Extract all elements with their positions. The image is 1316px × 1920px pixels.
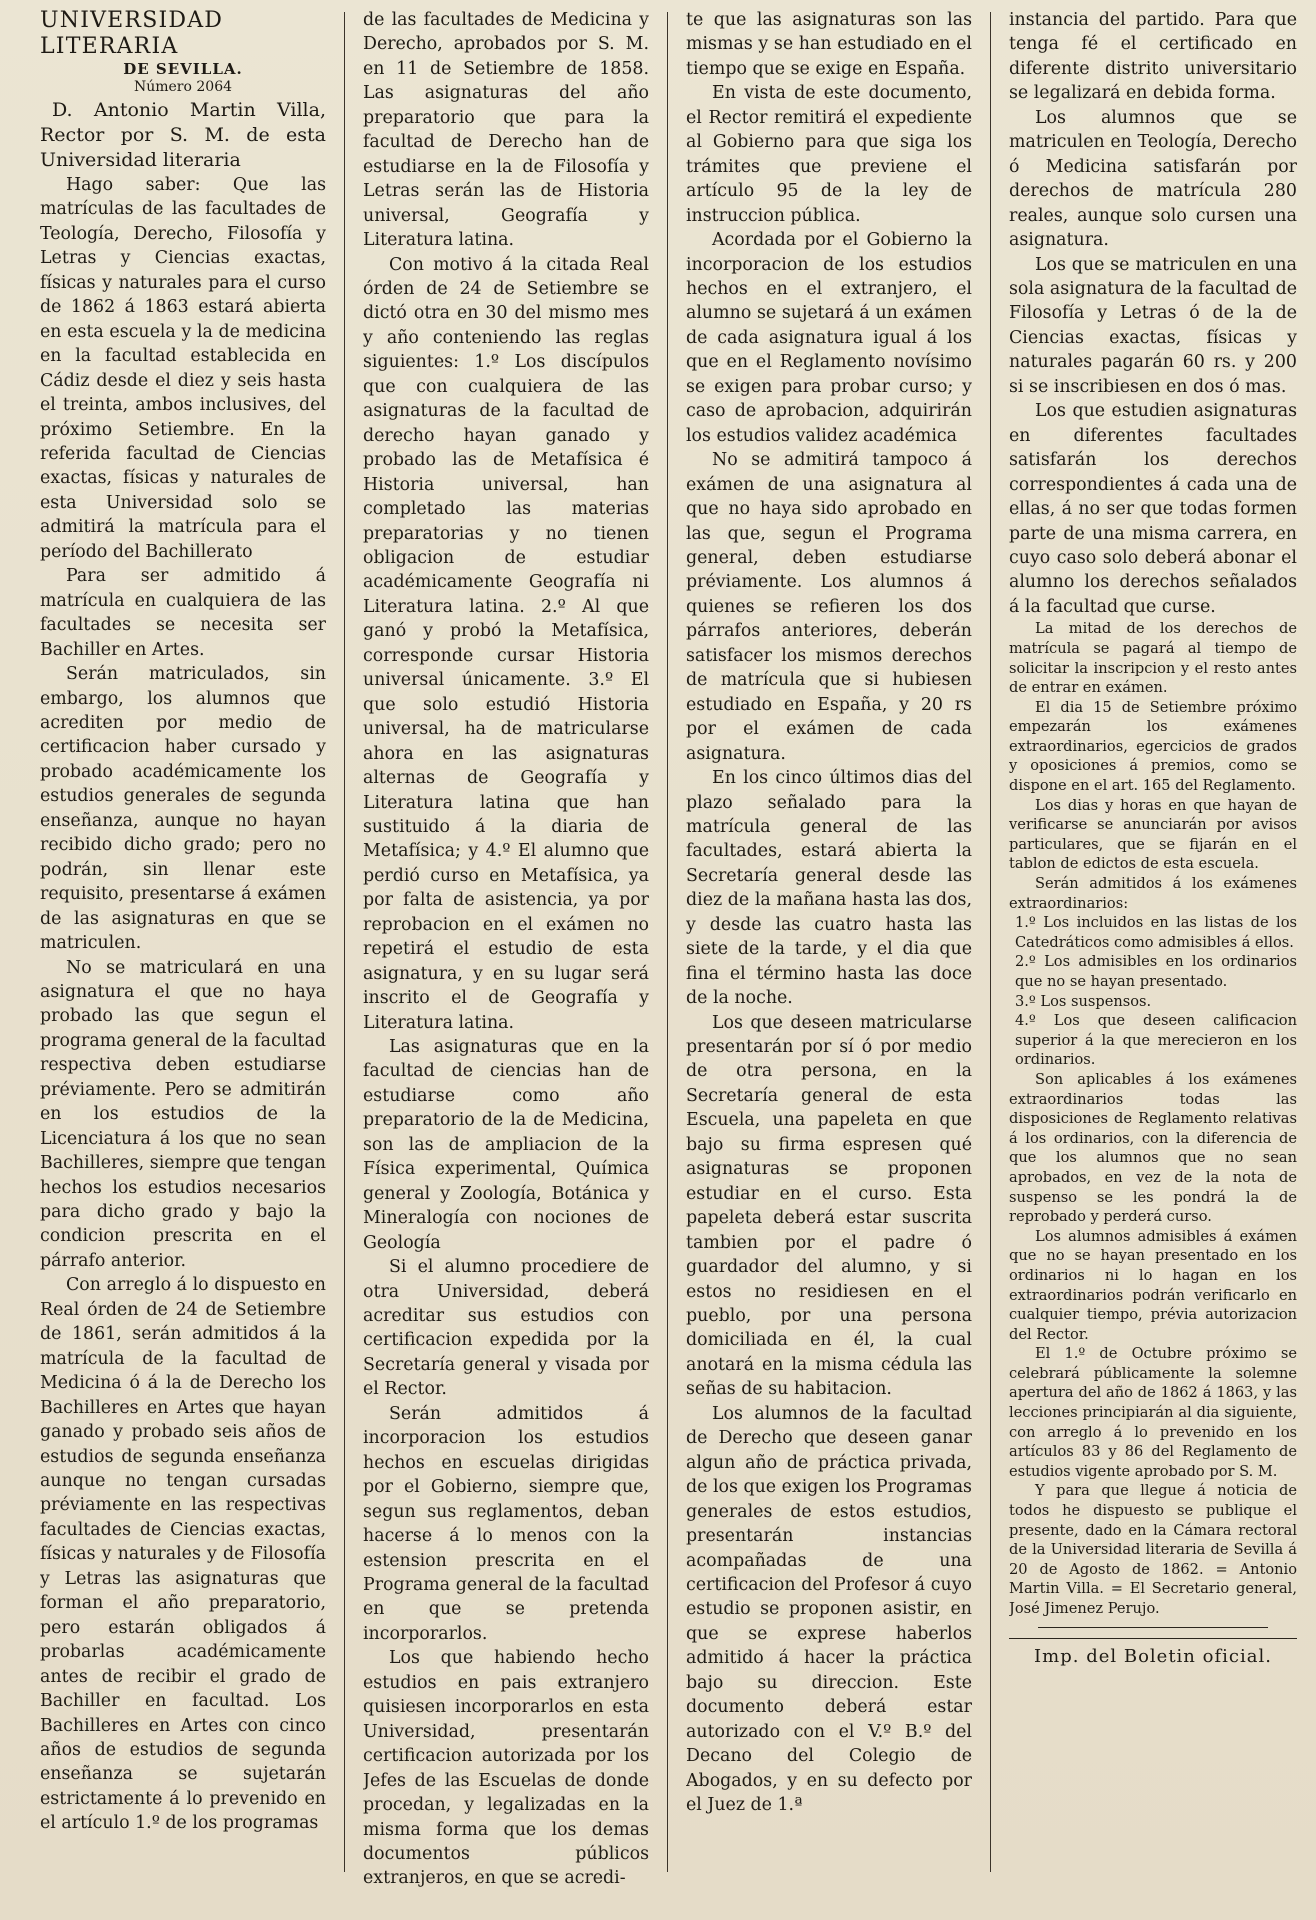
column-2 <box>363 8 649 1908</box>
list-item: 4.º Los que deseen calificacion superior á la que merecieron en los ordinarios. <box>1015 1012 1297 1069</box>
divider-line <box>1038 1627 1268 1628</box>
paragraph: Los que estudien asignaturas en diferentes facultades satisfarán los derechos correspondientes á cada una de ellas, á no ser que todas formen parte de una misma carrera, en cuyo caso solo deberá abonar el alumno los derechos señalados á la facultad que curse. <box>1009 401 1297 617</box>
paragraph: Los dias y horas en que hayan de verificarse se anunciarán por avisos particulares, que se fijarán en el tablon de edictos de esta escuela. <box>1009 796 1297 873</box>
paragraph: Las asignaturas que en la facultad de ciencias han de estudiarse como año preparatorio de la de Medicina, son las de ampliacion de la Física experimental, Química general y Zoología, Botánica y Mineralogía con nociones de Geología <box>363 1037 649 1253</box>
column-divider <box>990 12 991 1872</box>
paragraph: Los alumnos admisibles á exámen que no se hayan presentado en los ordinarios ni lo hagan en los extraordinarios podrán verificarlo en cualquier tiempo, prévia autorizacion del Rector. <box>1009 1227 1297 1343</box>
paragraph: Los que se matriculen en una sola asignatura de la facultad de Filosofía y Letras ó de la de Ciencias exactas, físicas y naturales pagarán 60 rs. y 200 si se inscribiesen en dos ó mas. <box>1009 254 1297 397</box>
university-heading: UNIVERSIDAD LITERARIA <box>40 8 224 59</box>
closing-signature: Y para que llegue á noticia de todos he dispuesto se publique el presente, dado en la Cámara rectoral de la Universidad literaria de Sevilla á 20 de Agosto de 1862. = Antonio Martin Villa. = El Secretario general, José Jimenez Perujo. <box>1009 1482 1297 1618</box>
paragraph: El 1.º de Octubre próximo se celebrará públicamente la solemne apertura del año de 1862 á 1863, y las lecciones principiarán al dia siguiente, con arreglo á lo prevenido en los artículos 83 y 86 del Reglamento de estudios vigente aprobado por S. M. <box>1009 1345 1297 1480</box>
column-3 <box>686 8 972 1908</box>
rector-heading: D. Antonio Martin Villa, Rector por S. M. de esta Universidad literaria <box>40 99 326 171</box>
city-heading: DE SEVILLA. <box>123 60 243 78</box>
paragraph: Para ser admitido á matrícula en cualquiera de las facultades se necesita ser Bachiller en Artes. <box>40 566 326 660</box>
column-1 <box>40 8 326 1908</box>
paragraph: Los alumnos de la facultad de Derecho que deseen ganar algun año de práctica privada, de los que exigen los Programas generales de estos estudios, presentarán instancias acompañadas de una certificacion del Profesor á cuyo estudio se proponen asistir, en que se exprese haberlos admitido á hacer la práctica bajo su direccion. Este documento deberá estar autorizado con el V.º B.º del Decano del Colegio de Abogados, y en su defecto por el Juez de 1.ª <box>686 1403 972 1816</box>
paragraph: Con arreglo á lo dispuesto en Real órden de 24 de Setiembre de 1861, serán admitidos á la matrícula de la facultad de Medicina ó á la de Derecho los Bachilleres en Artes que hayan ganado y probado seis años de estudios de segunda enseñanza aunque no tengan cursadas préviamente en las respectivas facultades de Ciencias exactas, físicas y naturales y de Filosofía y Letras las asignaturas que forman el año preparatorio, pero estarán obligados á probarlas académicamente antes de recibir el grado de Bachiller en facultad. Los Bachilleres en Artes con cinco años de estudios de segunda enseñanza se sujetarán estrictamente á lo prevenido en el artículo 1.º de los programas <box>40 1275 326 1834</box>
paragraph: Hago saber: Que las matrículas de las facultades de Teología, Derecho, Filosofía y Letras y Ciencias exactas, físicas y naturales para el curso de 1862 á 1863 estará abierta en esta escuela y la de medicina en la facultad establecida en Cádiz desde el diez y seis hasta el treinta, ambos inclusives, del próximo Setiembre. En la referida facultad de Ciencias exactas, físicas y naturales de esta Universidad solo se admitirá la matrícula para el período del Bachillerato <box>40 175 326 562</box>
column-divider <box>344 12 345 1872</box>
paragraph: Serán admitidos á incorporacion los estudios hechos en escuelas dirigidas por el Gobierno, siempre que, segun sus reglamentos, deban hacerse á lo menos con la estension prescrita en el Programa general de la facultad en que se pretenda incorporarlos. <box>363 1403 649 1644</box>
paragraph: No se admitirá tampoco á exámen de una asignatura al que no haya sido aprobado en las que, segun el Programa general, deben estudiarse préviamente. Los alumnos á quienes se refieren los dos párrafos anteriores, deberán satisfacer los mismos derechos de matrícula que si hubiesen estudiado en España, y 20 rs por el exámen de cada asignatura. <box>686 450 972 764</box>
paragraph: Con motivo á la citada Real órden de 24 de Setiembre se dictó otra en 30 del mismo mes y año conteniendo las reglas siguientes: 1.º Los discípulos que con cualquiera de las asignaturas de la facultad de derecho hayan ganado y probado las de Metafísica é Historia universal, han completado las materias preparatorias y no tienen obligacion de estudiar académicamente Geografía ni Literatura latina. 2.º Al que ganó y probó la Metafísica, corresponde cursar Historia universal únicamente. 3.º El que solo estudió Historia universal, ha de matricularse ahora en las asignaturas alternas de Geografía y Literatura latina que han sustituido á la diaria de Metafísica; y 4.º El alumno que perdió curso en Metafísica, ya por falta de asistencia, ya por reprobacion en el exámen no repetirá el estudio de esta asignatura, y en su lugar será inscrito el de Geografía y Literatura latina. <box>363 254 649 1033</box>
paragraph: Son aplicables á los exámenes extraordinarios todas las disposiciones de Reglamento relativas á los ordinarios, con la diferencia de que los alumnos que no sean aprobados, en vez de la nota de suspenso se les pondrá la de reprobado y perderá curso. <box>1009 1070 1297 1226</box>
paragraph: instancia del partido. Para que tenga fé el certificado en diferente distrito universitario se legalizará en debida forma. <box>1009 10 1297 104</box>
paragraph: La mitad de los derechos de matrícula se pagará al tiempo de solicitar la inscripcion y el resto antes de entrar en exámen. <box>1009 620 1297 697</box>
list-item: 3.º Los suspensos. <box>1015 992 1152 1010</box>
list-item: 2.º Los admisibles en los ordinarios que no se hayan presentado. <box>1015 953 1297 991</box>
paragraph: Serán matriculados, sin embargo, los alumnos que acrediten por medio de certificacion haber cursado y probado académicamente los estudios generales de segunda enseñanza, aunque no hayan recibido dicho grado; pero no podrán, sin llenar este requisito, presentarse á exámen de las asignaturas en que se matriculen. <box>40 664 326 954</box>
paragraph: En vista de este documento, el Rector remitirá el expediente al Gobierno para que siga los trámites que previene el artículo 95 de la ley de instruccion pública. <box>686 83 972 226</box>
paragraph: te que las asignaturas son las mismas y se han estudiado en el tiempo que se exige en España. <box>686 10 972 79</box>
paragraph: Serán admitidos á los exámenes extraordinarios: <box>1009 875 1297 912</box>
paragraph: No se matriculará en una asignatura el que no haya probado las que segun el programa general de la facultad respectiva deben estudiarse préviamente. Pero se admitirán en los estudios de la Licenciatura á los que no sean Bachilleres, siempre que tengan hechos los estudios necesarios para dicho grado y bajo la condicion prescrita en el párrafo anterior. <box>40 957 326 1271</box>
column-4 <box>1009 8 1297 1908</box>
paragraph: Los que deseen matricularse presentarán por sí ó por medio de otra persona, en la Secretaría general de esta Escuela, una papeleta en que bajo su firma espresen qué asignaturas se proponen estudiar en el curso. Esta papeleta deberá estar suscrita tambien por el padre ó guardador del alumno, y si estos no residiesen en el pueblo, por una persona domiciliada en él, la cual anotará en la misma cédula las señas de su habitacion. <box>686 1012 972 1400</box>
paragraph: de las facultades de Medicina y Derecho, aprobados por S. M. en 11 de Setiembre de 1858. Las asignaturas del año preparatorio que para la facultad de Derecho han de estudiarse en la de Filosofía y Letras serán las de Historia universal, Geografía y Literatura latina. <box>363 10 649 251</box>
paragraph: Si el alumno procediere de otra Universidad, deberá acreditar sus estudios con certificacion expedida por la Secretaría general y visada por el Rector. <box>363 1257 649 1400</box>
edict-number: Número 2064 <box>133 79 233 95</box>
paragraph: Acordada por el Gobierno la incorporacion de los estudios hechos en el extranjero, el alumno se sujetará á un exámen de cada asignatura igual á los que en el Reglamento novísimo se exigen para probar curso; y caso de aprobacion, adquirirán los estudios validez académica <box>686 230 972 446</box>
small-print-section <box>1009 619 1297 1618</box>
paragraph: El dia 15 de Setiembre próximo empezarán los exámenes extraordinarios, egercicios de grados y oposiciones á premios, como se dispone en el art. 165 del Reglamento. <box>1009 698 1297 795</box>
list-item: 1.º Los incluidos en las listas de los Catedráticos como admisibles á ellos. <box>1015 914 1297 951</box>
column-divider <box>667 12 668 1872</box>
paragraph: Los alumnos que se matriculen en Teología, Derecho ó Medicina satisfarán por derechos de matrícula 280 reales, aunque solo cursen una asignatura. <box>1009 107 1297 251</box>
paragraph: En los cinco últimos dias del plazo señalado para la matrícula general de las facultades, estará abierta la Secretaría general desde las diez de la mañana hasta las dos, y desde las cuatro hasta las siete de la tarde, y el dia que fina el término hasta las doce de la noche. <box>686 768 972 1009</box>
paragraph: Los que habiendo hecho estudios en pais extranjero quisiesen incorporarlos en esta Universidad, presentarán certificacion autorizada por los Jefes de las Escuelas de donde procedan, y legalizadas en la misma forma que los demas documentos públicos extranjeros, en que se acredi- <box>363 1648 649 1889</box>
printer-imprint: Imp. del Boletin oficial. <box>1009 1638 1297 1669</box>
